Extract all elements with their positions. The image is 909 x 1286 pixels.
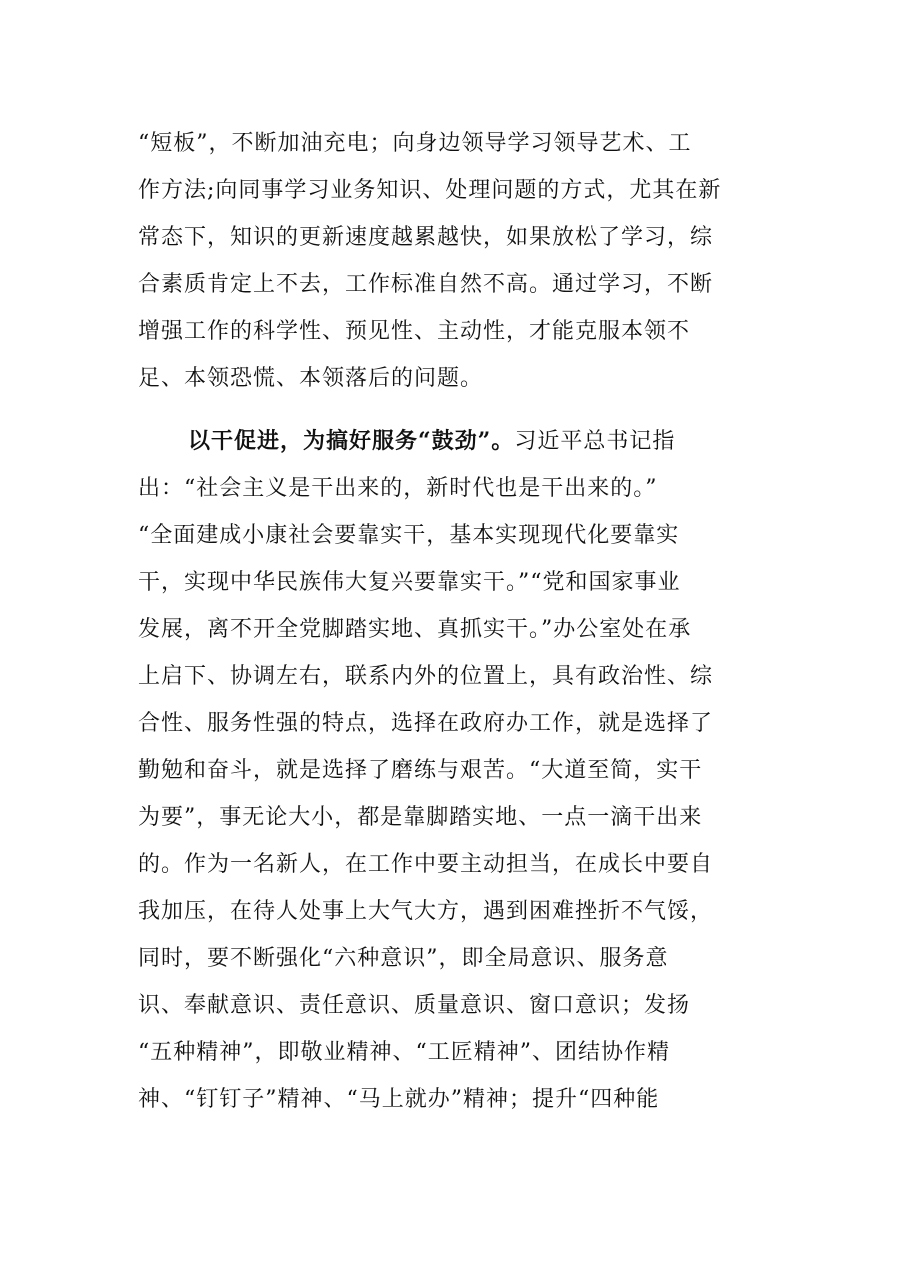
- paragraph-line: 出：“社会主义是干出来的，新时代也是干出来的。”: [138, 476, 658, 501]
- paragraph-line: 合性、服务性强的特点，选择在政府办工作，就是选择了: [138, 711, 714, 736]
- paragraph-line: 的。作为一名新人，在工作中要主动担当，在成长中要自: [138, 852, 714, 877]
- paragraph-line: 上启下、协调左右，联系内外的位置上，具有政治性、综: [138, 664, 714, 689]
- paragraph-line: 常态下，知识的更新速度越累越快，如果放松了学习，综: [138, 225, 714, 250]
- paragraph-line: 干，实现中华民族伟大复兴要靠实干。”“党和国家事业: [138, 570, 681, 595]
- paragraph-line: “全面建成小康社会要靠实干，基本实现现代化要靠实: [138, 523, 680, 548]
- paragraph-line: 合素质肯定上不去，工作标准自然不高。通过学习，不断: [138, 272, 714, 297]
- paragraph-line: 同时，要不断强化“六种意识”，即全局意识、服务意: [138, 946, 669, 971]
- paragraph-line: “五种精神”，即敬业精神、“工匠精神”、团结协作精: [138, 1040, 670, 1065]
- paragraph-heading: 以干促进，为搞好服务“鼓劲”。: [188, 428, 515, 454]
- paragraph-line: 神、“钉钉子”精神、“马上就办”精神；提升“四种能: [138, 1087, 660, 1112]
- paragraph-line: 我加压，在待人处事上大气大方，遇到困难挫折不气馁，: [138, 899, 714, 924]
- paragraph-line: 为要”，事无论大小，都是靠脚踏实地、一点一滴干出来: [138, 805, 703, 830]
- paragraph-heading-continuation: 习近平总书记指: [514, 429, 676, 454]
- paragraph-line: “短板”，不断加油充电；向身边领导学习领导艺术、工: [138, 131, 692, 156]
- paragraph-line: 增强工作的科学性、预见性、主动性，才能克服本领不: [138, 319, 691, 344]
- paragraph-line: 勤勉和奋斗，就是选择了磨练与艰苦。“大道至简，实干: [138, 758, 703, 783]
- paragraph-line: 作方法;向同事学习业务知识、处理问题的方式，尤其在新: [138, 178, 722, 203]
- paragraph-line: 发展，离不开全党脚踏实地、真抓实干。”办公室处在承: [138, 617, 692, 642]
- paragraph-first-line: [138, 418, 770, 465]
- paragraph-2: [138, 418, 770, 1123]
- paragraph-1: [138, 120, 770, 402]
- paragraph-line: 识、奉献意识、责任意识、质量意识、窗口意识；发扬: [138, 993, 691, 1018]
- paragraph-line: 足、本领恐慌、本领落后的问题。: [138, 366, 484, 391]
